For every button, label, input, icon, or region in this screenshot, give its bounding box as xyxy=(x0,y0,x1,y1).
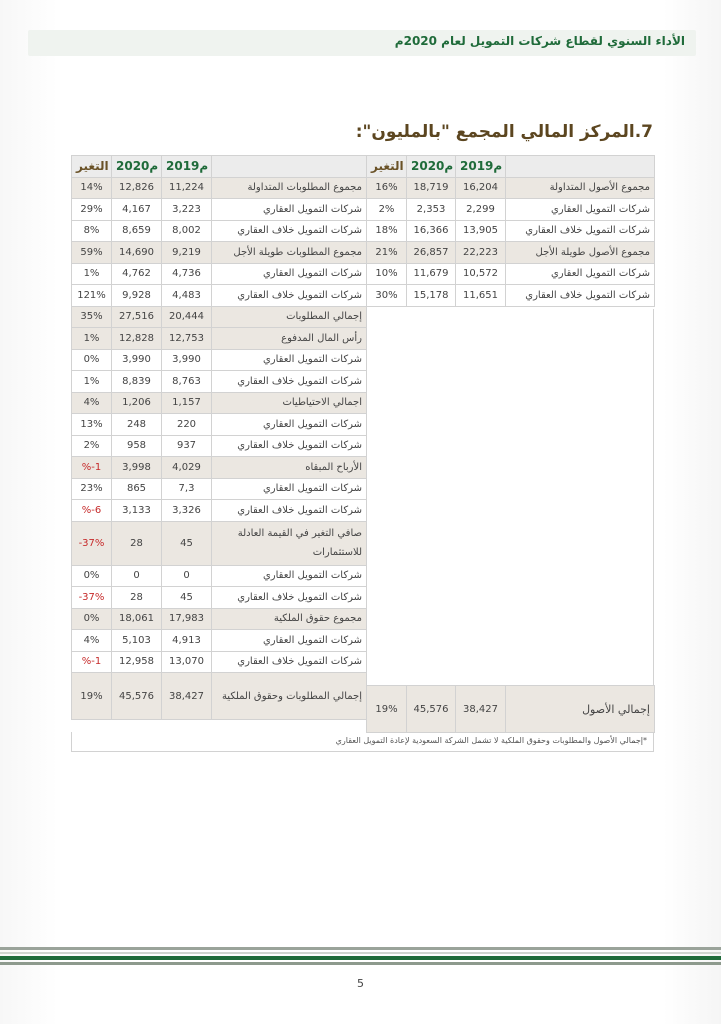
liabilities-2020-cell: 12,826 xyxy=(112,177,162,199)
page-number: 5 xyxy=(357,977,364,990)
liabilities-2019-cell: 45 xyxy=(162,521,212,565)
assets-total-2019: 38,427 xyxy=(456,686,506,733)
liabilities-row xyxy=(72,630,367,652)
liabilities-label-cell: إجمالي المطلوبات xyxy=(212,306,367,328)
assets-2020-cell: 18,719 xyxy=(407,177,456,199)
liabilities-change-cell: %-1 xyxy=(72,457,112,479)
liabilities-change-cell: 0% xyxy=(72,565,112,587)
liabilities-change-cell: 0% xyxy=(72,608,112,630)
liabilities-label-cell: الأرباح المبقاه xyxy=(212,457,367,479)
liabilities-label-header xyxy=(212,156,367,178)
assets-2019-cell: 16,204 xyxy=(456,177,506,199)
assets-2019-cell: 11,651 xyxy=(456,285,506,307)
liabilities-2020-cell: 8,839 xyxy=(112,371,162,393)
liabilities-2020-cell: 4,167 xyxy=(112,199,162,221)
liabilities-2020-cell: 9,928 xyxy=(112,285,162,307)
assets-label-cell: شركات التمويل خلاف العقاري xyxy=(506,220,655,242)
liabilities-label-cell: شركات التمويل خلاف العقاري xyxy=(212,500,367,522)
assets-label-cell: شركات التمويل خلاف العقاري xyxy=(506,285,655,307)
liabilities-row xyxy=(72,328,367,350)
liabilities-2019-cell: 7,3 xyxy=(162,478,212,500)
assets-label-header xyxy=(506,156,655,178)
liabilities-row xyxy=(72,263,367,285)
liabilities-label-cell: رأس المال المدفوع xyxy=(212,328,367,350)
footer-stripe xyxy=(0,962,721,965)
liabilities-row xyxy=(72,608,367,630)
liabilities-label-cell: مجموع حقوق الملكية xyxy=(212,608,367,630)
liabilities-change-cell: -37% xyxy=(72,587,112,609)
liabilities-change-cell: 29% xyxy=(72,199,112,221)
liabilities-change-cell: 1% xyxy=(72,328,112,350)
liabilities-total-row xyxy=(72,673,367,720)
liabilities-label-cell: اجمالي الاحتياطيات xyxy=(212,392,367,414)
liabilities-2019-cell: 45 xyxy=(162,587,212,609)
assets-table xyxy=(366,155,655,307)
liabilities-row xyxy=(72,242,367,264)
liabilities-label-cell: شركات التمويل العقاري xyxy=(212,199,367,221)
liabilities-row xyxy=(72,587,367,609)
liabilities-2020-cell: 12,958 xyxy=(112,651,162,673)
liabilities-2019-cell: 3,326 xyxy=(162,500,212,522)
liabilities-row xyxy=(72,392,367,414)
liabilities-change-cell: 1% xyxy=(72,371,112,393)
liabilities-change-cell: 23% xyxy=(72,478,112,500)
assets-row xyxy=(367,263,655,285)
assets-change-cell: 30% xyxy=(367,285,407,307)
liabilities-total-2020: 45,576 xyxy=(112,673,162,720)
liabilities-label-cell: شركات التمويل خلاف العقاري xyxy=(212,371,367,393)
assets-label-cell: شركات التمويل العقاري xyxy=(506,263,655,285)
liabilities-2020-cell: 18,061 xyxy=(112,608,162,630)
assets-change-cell: 21% xyxy=(367,242,407,264)
liabilities-label-cell: مجموع المطلوبات المتداولة xyxy=(212,177,367,199)
liabilities-label-cell: شركات التمويل خلاف العقاري xyxy=(212,435,367,457)
assets-2019-cell: 10,572 xyxy=(456,263,506,285)
liabilities-change-cell: 35% xyxy=(72,306,112,328)
assets-row xyxy=(367,242,655,264)
liabilities-2020-cell: 27,516 xyxy=(112,306,162,328)
liabilities-2020-cell: 3,990 xyxy=(112,349,162,371)
liabilities-2019-cell: 1,157 xyxy=(162,392,212,414)
liabilities-label-cell: شركات التمويل العقاري xyxy=(212,414,367,436)
liabilities-2019-cell: 4,913 xyxy=(162,630,212,652)
assets-header-row xyxy=(367,156,655,178)
assets-total-2020: 45,576 xyxy=(407,686,456,733)
assets-2020-cell: 2,353 xyxy=(407,199,456,221)
liabilities-2020-cell: 4,762 xyxy=(112,263,162,285)
liabilities-2019-cell: 4,029 xyxy=(162,457,212,479)
liabilities-2020-cell: 3,998 xyxy=(112,457,162,479)
liabilities-row xyxy=(72,285,367,307)
liabilities-label-cell: شركات التمويل العقاري xyxy=(212,349,367,371)
liabilities-change-cell: 8% xyxy=(72,220,112,242)
liabilities-2019-cell: 220 xyxy=(162,414,212,436)
liabilities-label-cell: شركات التمويل خلاف العقاري xyxy=(212,651,367,673)
liabilities-2020-cell: 28 xyxy=(112,521,162,565)
liabilities-row xyxy=(72,478,367,500)
liabilities-2020-cell: 248 xyxy=(112,414,162,436)
liabilities-change-cell: %-1 xyxy=(72,651,112,673)
assets-total-table xyxy=(366,685,655,733)
liabilities-change-cell: 121% xyxy=(72,285,112,307)
liabilities-2020-cell: 14,690 xyxy=(112,242,162,264)
liabilities-total-change: 19% xyxy=(72,673,112,720)
liabilities-row xyxy=(72,414,367,436)
liabilities-2019-cell: 12,753 xyxy=(162,328,212,350)
liabilities-change-cell: 1% xyxy=(72,263,112,285)
header-title: الأداء السنوي لقطاع شركات التمويل لعام 2020م xyxy=(394,34,685,48)
assets-change-cell: 18% xyxy=(367,220,407,242)
footer-stripe xyxy=(0,952,721,954)
liabilities-2020-cell: 8,659 xyxy=(112,220,162,242)
liabilities-label-cell: شركات التمويل خلاف العقاري xyxy=(212,587,367,609)
liabilities-2019-cell: 4,736 xyxy=(162,263,212,285)
liabilities-change-cell: %-6 xyxy=(72,500,112,522)
liabilities-label-cell: شركات التمويل العقاري xyxy=(212,478,367,500)
liabilities-label-cell: شركات التمويل العقاري xyxy=(212,630,367,652)
assets-2020-header: 2020م xyxy=(407,156,456,178)
liabilities-2019-cell: 0 xyxy=(162,565,212,587)
assets-empty-area xyxy=(366,309,654,685)
liabilities-row xyxy=(72,177,367,199)
assets-total-label: إجمالي الأصول xyxy=(506,686,655,733)
assets-label-cell: شركات التمويل العقاري xyxy=(506,199,655,221)
assets-2019-cell: 2,299 xyxy=(456,199,506,221)
liabilities-change-cell: 2% xyxy=(72,435,112,457)
assets-row xyxy=(367,177,655,199)
liabilities-2019-header: 2019م xyxy=(162,156,212,178)
liabilities-2019-cell: 8,002 xyxy=(162,220,212,242)
section-title: 7.المركز المالي المجمع "بالمليون": xyxy=(355,122,653,142)
footnote-box xyxy=(71,732,654,752)
liabilities-2019-cell: 3,990 xyxy=(162,349,212,371)
liabilities-change-cell: 0% xyxy=(72,349,112,371)
assets-row xyxy=(367,285,655,307)
liabilities-row xyxy=(72,306,367,328)
liabilities-change-cell: 4% xyxy=(72,630,112,652)
liabilities-row xyxy=(72,199,367,221)
liabilities-row xyxy=(72,500,367,522)
liabilities-label-cell: شركات التمويل العقاري xyxy=(212,565,367,587)
assets-2019-cell: 13,905 xyxy=(456,220,506,242)
liabilities-2020-cell: 0 xyxy=(112,565,162,587)
assets-row xyxy=(367,220,655,242)
liabilities-row xyxy=(72,521,367,565)
assets-total-change: 19% xyxy=(367,686,407,733)
liabilities-row xyxy=(72,651,367,673)
assets-label-cell: مجموع الأصول طويلة الأجل xyxy=(506,242,655,264)
assets-2020-cell: 16,366 xyxy=(407,220,456,242)
liabilities-2020-cell: 5,103 xyxy=(112,630,162,652)
footnote-text: *إجمالي الأصول والمطلوبات وحقوق الملكية لا تشمل الشركة السعودية لإعادة التمويل العقاري xyxy=(335,736,647,745)
liabilities-2020-cell: 12,828 xyxy=(112,328,162,350)
assets-2020-cell: 15,178 xyxy=(407,285,456,307)
liabilities-2020-header: 2020م xyxy=(112,156,162,178)
liabilities-change-cell: 14% xyxy=(72,177,112,199)
liabilities-2019-cell: 11,224 xyxy=(162,177,212,199)
footer-stripe xyxy=(0,956,721,960)
liabilities-2020-cell: 865 xyxy=(112,478,162,500)
liabilities-2020-cell: 3,133 xyxy=(112,500,162,522)
liabilities-body xyxy=(72,177,367,673)
liabilities-row xyxy=(72,349,367,371)
liabilities-change-cell: 4% xyxy=(72,392,112,414)
liabilities-2019-cell: 937 xyxy=(162,435,212,457)
liabilities-label-cell: صافي التغير في القيمة العادلة للاستثمارات xyxy=(212,521,367,565)
liabilities-label-cell: شركات التمويل خلاف العقاري xyxy=(212,285,367,307)
liabilities-row xyxy=(72,220,367,242)
liabilities-label-cell: شركات التمويل العقاري xyxy=(212,263,367,285)
liabilities-total-label: إجمالي المطلوبات وحقوق الملكية xyxy=(212,673,367,720)
liabilities-row xyxy=(72,435,367,457)
liabilities-label-cell: مجموع المطلوبات طويلة الأجل xyxy=(212,242,367,264)
liabilities-2020-cell: 958 xyxy=(112,435,162,457)
liabilities-2019-cell: 17,983 xyxy=(162,608,212,630)
assets-label-cell: مجموع الأصول المتداولة xyxy=(506,177,655,199)
liabilities-row xyxy=(72,371,367,393)
liabilities-row xyxy=(72,565,367,587)
assets-2020-cell: 11,679 xyxy=(407,263,456,285)
liabilities-2019-cell: 13,070 xyxy=(162,651,212,673)
liabilities-header-row xyxy=(72,156,367,178)
liabilities-row xyxy=(72,457,367,479)
liabilities-2019-cell: 8,763 xyxy=(162,371,212,393)
liabilities-change-cell: 13% xyxy=(72,414,112,436)
liabilities-2019-cell: 9,219 xyxy=(162,242,212,264)
liabilities-change-header: التغير xyxy=(72,156,112,178)
liabilities-2019-cell: 4,483 xyxy=(162,285,212,307)
liabilities-change-cell: 59% xyxy=(72,242,112,264)
liabilities-2020-cell: 28 xyxy=(112,587,162,609)
assets-total-row xyxy=(367,686,655,733)
assets-body xyxy=(367,177,655,306)
liabilities-change-cell: -37% xyxy=(72,521,112,565)
liabilities-label-cell: شركات التمويل خلاف العقاري xyxy=(212,220,367,242)
assets-change-cell: 10% xyxy=(367,263,407,285)
liabilities-2019-cell: 3,223 xyxy=(162,199,212,221)
assets-2019-header: 2019م xyxy=(456,156,506,178)
assets-row xyxy=(367,199,655,221)
assets-change-header: التغير xyxy=(367,156,407,178)
liabilities-table xyxy=(71,155,367,720)
assets-2019-cell: 22,223 xyxy=(456,242,506,264)
liabilities-2019-cell: 20,444 xyxy=(162,306,212,328)
assets-change-cell: 2% xyxy=(367,199,407,221)
assets-2020-cell: 26,857 xyxy=(407,242,456,264)
liabilities-total-2019: 38,427 xyxy=(162,673,212,720)
footer-stripe xyxy=(0,947,721,950)
assets-change-cell: 16% xyxy=(367,177,407,199)
liabilities-2020-cell: 1,206 xyxy=(112,392,162,414)
